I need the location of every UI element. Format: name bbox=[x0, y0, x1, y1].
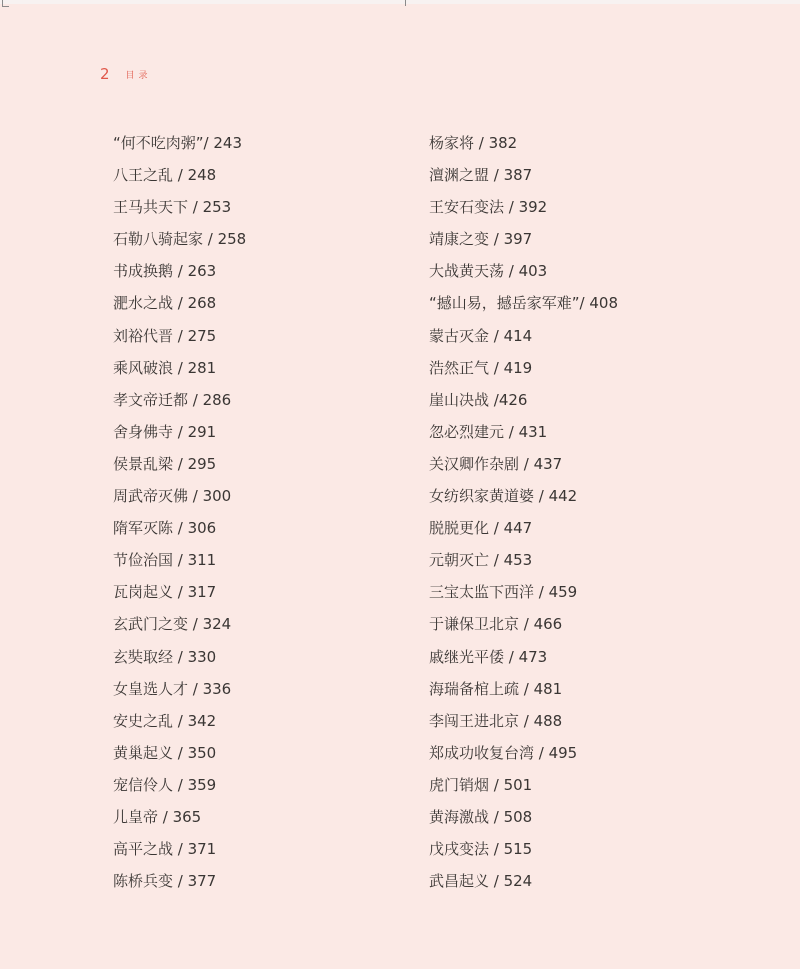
toc-entry: 戊戌变法 / 515 bbox=[429, 840, 533, 859]
toc-entry: 石勒八骑起家 / 258 bbox=[113, 230, 247, 249]
toc-entry: 女纺织家黄道婆 / 442 bbox=[429, 487, 578, 506]
toc-entry: 周武帝灭佛 / 300 bbox=[113, 487, 232, 506]
toc-entry: “何不吃肉粥”/ 243 bbox=[113, 134, 242, 152]
toc-entry: 虎门销烟 / 501 bbox=[429, 775, 533, 794]
toc-entry: 澶渊之盟 / 387 bbox=[429, 166, 533, 185]
toc-entry: 戚继光平倭 / 473 bbox=[429, 647, 548, 666]
toc-entry: 陈桥兵变 / 377 bbox=[113, 872, 217, 891]
toc-entry: 李闯王进北京 / 488 bbox=[429, 711, 563, 730]
toc-column-left bbox=[113, 127, 246, 897]
toc-entry: 书成换鹅 / 263 bbox=[113, 262, 217, 281]
toc-entry: 黄巢起义 / 350 bbox=[113, 743, 217, 762]
toc-entry: 崖山决战 /426 bbox=[429, 390, 528, 409]
toc-entry: 蒙古灭金 / 414 bbox=[429, 326, 533, 345]
toc-entry: 宠信伶人 / 359 bbox=[113, 775, 217, 794]
toc-entry: 关汉卿作杂剧 / 437 bbox=[429, 454, 563, 473]
toc-entry: 大战黄天荡 / 403 bbox=[429, 262, 548, 281]
toc-entry: 海瑞备棺上疏 / 481 bbox=[429, 679, 563, 698]
toc-entry: 黄海激战 / 508 bbox=[429, 807, 533, 826]
toc-entry: 忽必烈建元 / 431 bbox=[429, 422, 548, 441]
toc-entry: 舍身佛寺 / 291 bbox=[113, 422, 217, 441]
toc-entry: 淝水之战 / 268 bbox=[113, 294, 217, 313]
text-cursor-mark bbox=[405, 0, 406, 6]
toc-entry: 郑成功收复台湾 / 495 bbox=[429, 743, 578, 762]
toc-entry: 安史之乱 / 342 bbox=[113, 711, 217, 730]
toc-entry: 高平之战 / 371 bbox=[113, 840, 217, 859]
toc-entry: 玄武门之变 / 324 bbox=[113, 615, 232, 634]
toc-entry: 八王之乱 / 248 bbox=[113, 166, 217, 185]
toc-entry: 王安石变法 / 392 bbox=[429, 198, 548, 217]
toc-entry: 节俭治国 / 311 bbox=[113, 551, 217, 570]
toc-entry: 杨家将 / 382 bbox=[429, 134, 518, 152]
toc-column-right bbox=[429, 127, 618, 897]
toc-entry: 三宝太监下西洋 / 459 bbox=[429, 583, 578, 602]
toc-entry: 靖康之变 / 397 bbox=[429, 230, 533, 249]
toc-entry: 元朝灭亡 / 453 bbox=[429, 551, 533, 570]
corner-mark bbox=[2, 0, 9, 7]
toc-entry: 隋军灭陈 / 306 bbox=[113, 519, 217, 538]
page-number: 2 bbox=[100, 65, 110, 83]
toc-entry: 武昌起义 / 524 bbox=[429, 872, 533, 891]
toc-entry: 玄奘取经 / 330 bbox=[113, 647, 217, 666]
toc-entry: 于谦保卫北京 / 466 bbox=[429, 615, 563, 634]
toc-entry: 浩然正气 / 419 bbox=[429, 358, 533, 377]
toc-entry: 儿皇帝 / 365 bbox=[113, 807, 202, 826]
page-header bbox=[100, 64, 152, 84]
toc-entry: 脱脱更化 / 447 bbox=[429, 519, 533, 538]
toc-entry: “撼山易，撼岳家军难”/ 408 bbox=[429, 294, 618, 313]
toc-entry: 孝文帝迁都 / 286 bbox=[113, 390, 232, 409]
toc-entry: 乘风破浪 / 281 bbox=[113, 358, 217, 377]
toc-entry: 瓦岗起义 / 317 bbox=[113, 583, 217, 602]
toc-entry: 侯景乱梁 / 295 bbox=[113, 454, 217, 473]
section-title: 目录 bbox=[125, 70, 152, 81]
toc-entry: 刘裕代晋 / 275 bbox=[113, 326, 217, 345]
toc-entry: 王马共天下 / 253 bbox=[113, 198, 232, 217]
page-top-edge bbox=[0, 0, 800, 4]
toc-entry: 女皇选人才 / 336 bbox=[113, 679, 232, 698]
